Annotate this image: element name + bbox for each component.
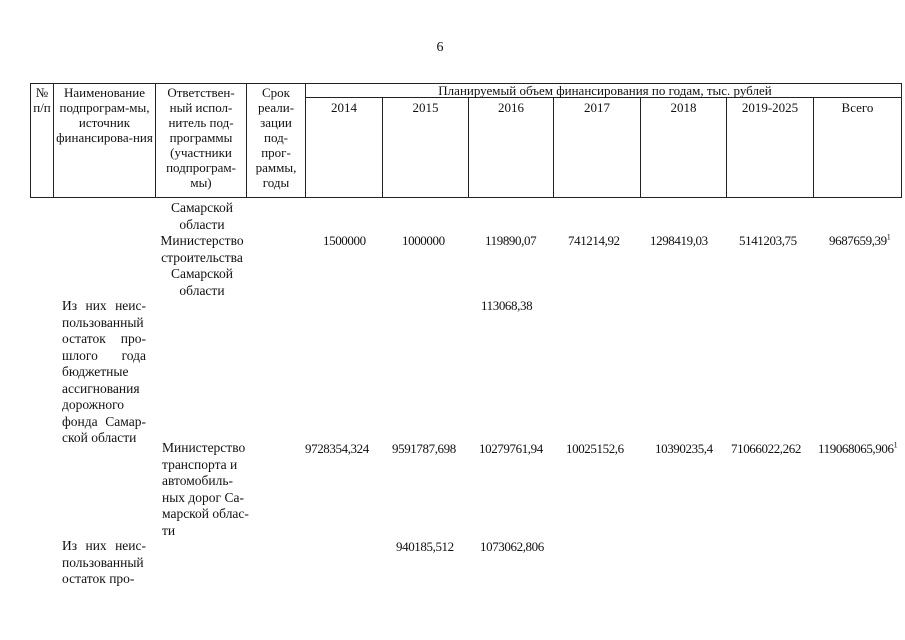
row1-2016: 119890,07 bbox=[485, 233, 537, 248]
header-name: Наименование подпрограм-мы, источник финансирова-ния bbox=[56, 85, 153, 145]
header-bottom-border bbox=[30, 197, 902, 198]
row3-2015: 9591787,698 bbox=[392, 441, 456, 456]
header-year-2014: 2014 bbox=[331, 100, 357, 115]
row3-total-value: 119068065,906 bbox=[818, 441, 894, 456]
header-year-2017: 2017 bbox=[584, 100, 610, 115]
header-year-2015: 2015 bbox=[412, 100, 439, 115]
row4-2015: 940185,512 bbox=[396, 539, 454, 554]
row3-total bbox=[818, 441, 897, 456]
row1-2019-2025: 5141203,75 bbox=[739, 233, 797, 248]
row4-name: Из них неис-пользованный остаток про- bbox=[62, 538, 146, 586]
row3-responsible: Министерство транспорта и автомобиль-ных дорог Са-марской облас-ти bbox=[162, 440, 249, 538]
header-num: № п/п bbox=[33, 85, 51, 115]
row3-2014: 9728354,324 bbox=[305, 441, 369, 456]
col-border-right bbox=[901, 83, 902, 198]
header-total: Всего bbox=[841, 100, 874, 115]
row1-responsible: Самарской области Министерство строительства Самарской области bbox=[160, 200, 244, 298]
row1-total-value: 9687659,39 bbox=[829, 233, 887, 248]
row3-2016: 10279761,94 bbox=[479, 441, 543, 456]
header-term: Срок реали-зации под-прог-раммы, годы bbox=[255, 85, 297, 190]
col-border-name-resp bbox=[155, 83, 156, 198]
header-responsible: Ответствен-ный испол-нитель под-программы (участники подпрограм-мы) bbox=[166, 85, 236, 190]
page-number: 6 bbox=[436, 40, 444, 55]
row1-2018: 1298419,03 bbox=[650, 233, 708, 248]
row3-2018: 10390235,4 bbox=[655, 441, 713, 456]
row2-2016: 113068,38 bbox=[481, 298, 533, 313]
row2-name: Из них неис-пользованный остаток про-шлого года бюджетные ассигнования дорожного фонда Самар-ской области bbox=[62, 298, 146, 445]
row1-2014: 1500000 bbox=[323, 233, 366, 248]
col-border-resp-term bbox=[246, 83, 247, 198]
header-year-2019-2025: 2019-2025 bbox=[741, 100, 799, 115]
row3-total-footnote: 1 bbox=[893, 440, 898, 450]
header-year-2018: 2018 bbox=[670, 100, 697, 115]
row1-2015: 1000000 bbox=[402, 233, 445, 248]
row3-2019-2025: 71066022,262 bbox=[731, 441, 801, 456]
row4-2016: 1073062,806 bbox=[480, 539, 544, 554]
row1-total-footnote: 1 bbox=[886, 232, 891, 242]
header-funding: Планируемый объем финансирования по годам, тыс. рублей bbox=[438, 83, 772, 98]
row1-total bbox=[829, 233, 890, 248]
header-year-2016: 2016 bbox=[498, 100, 524, 115]
row1-2017: 741214,92 bbox=[568, 233, 620, 248]
col-border-num-name bbox=[53, 83, 54, 198]
row3-2017: 10025152,6 bbox=[566, 441, 624, 456]
